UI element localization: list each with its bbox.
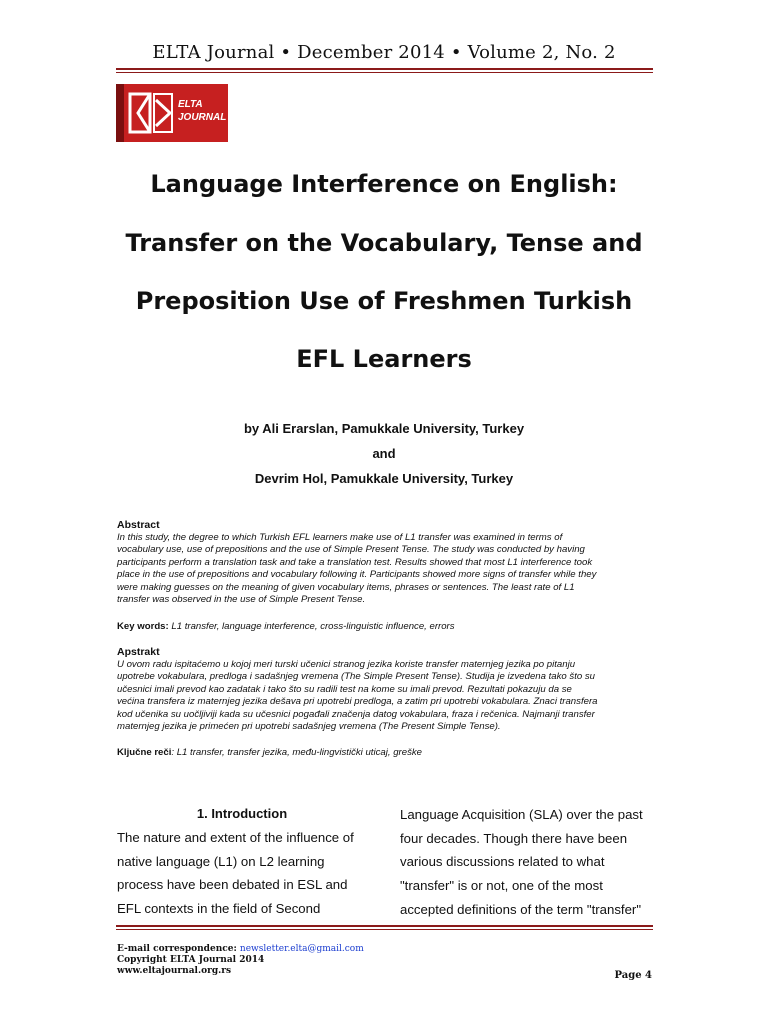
intro-right-line: accepted definitions of the term "transfer" (400, 901, 642, 917)
logo-stripe (116, 84, 124, 142)
logo-text-elta: ELTA (178, 99, 203, 110)
apstrakt-heading: Apstrakt (117, 646, 160, 658)
abstract-body (117, 532, 652, 606)
apstrakt-line: većina transfera iz maternjeg jezika dešava pri upotrebi predloga, a zatim pri upotrebi vokabulara. Znaci transfera (117, 696, 598, 708)
intro-left-line: EFL contexts in the field of Second (117, 901, 321, 917)
footer-rule-thick (116, 925, 653, 927)
logo-text (178, 98, 226, 124)
footer-email-link[interactable]: newsletter.elta@gmail.com (239, 944, 364, 954)
footer-rule-thin (116, 929, 653, 930)
apstrakt-line: upotrebe vokabulara, predloga i sadašnjeg vremena (The Simple Present Tense). Studija je izvedena tako što su (117, 671, 596, 683)
elta-journal-logo (116, 84, 228, 142)
intro-right-line: various discussions related to what (400, 854, 605, 870)
introduction-heading: 1. Introduction (196, 806, 288, 821)
abstract-line: participants perform a translation task and take a translation test. Results showed that most L1 interference took (117, 556, 593, 568)
footer-email-line (117, 944, 364, 955)
apstrakt-line: učesnici imali prevod kao zadatak i tako što su radili test na kome su imali prevod. Rezultati pokazuju da se (117, 683, 572, 695)
footer-website[interactable]: www.eltajournal.org.rs (117, 966, 232, 976)
footer-copyright: Copyright ELTA Journal 2014 (117, 955, 265, 965)
keywords-label: Key words: (117, 621, 169, 632)
abstract-line: In this study, the degree to which Turkish EFL learners make use of L1 transfer was examined in terms of (117, 532, 563, 543)
apstrakt-line: maternjeg jezika je primećen pri upotrebi sadašnjeg vremena (The Present Simple Tense). (117, 721, 501, 733)
abstract-line: were making guesses on the meaning of given vocabulary items, phrases or sentences. The least rate of L1 (117, 581, 575, 593)
header-rule-thick (116, 68, 653, 70)
author-and: and (372, 446, 396, 461)
intro-right-column (400, 803, 650, 922)
intro-left-line: native language (L1) on L2 learning (117, 853, 325, 869)
apstrakt-body (117, 659, 652, 733)
abstract-line: transfer was observed in the use of Simple Present Tense. (117, 594, 366, 606)
intro-right-line: four decades. Though there have been (400, 830, 628, 846)
title-line-3: Preposition Use of Freshmen Turkish (135, 287, 633, 315)
intro-left-line: The nature and extent of the influence of (117, 830, 354, 845)
page-number: Page 4 (614, 970, 652, 981)
abstract-keywords (117, 621, 652, 632)
author-line-2: Devrim Hol, Pamukkale University, Turkey (254, 471, 514, 486)
journal-header: ELTA Journal • December 2014 • Volume 2, No. 2 (152, 42, 616, 63)
title-line-4: EFL Learners (296, 345, 472, 373)
apstrakt-keywords (117, 747, 652, 758)
title-line-2: Transfer on the Vocabulary, Tense and (125, 229, 643, 257)
apstrakt-line: U ovom radu ispitaćemo u kojoj meri turski učenici stranog jezika koriste transfer maternjeg jezika po pitanju (117, 659, 576, 670)
title-line-1: Language Interference on English: (150, 170, 618, 198)
author-line-1: by Ali Erarslan, Pamukkale University, Turkey (243, 421, 525, 436)
footer-block (117, 944, 364, 977)
footer-email-label: E-mail correspondence: (117, 944, 240, 954)
intro-right-line: Language Acquisition (SLA) over the past (400, 807, 643, 822)
keywords-text: L1 transfer, language interference, cross-linguistic influence, errors (171, 621, 455, 632)
apstrakt-line: kod učenika su uočljiviji kada su učesnici pogađali značenja datog vokabulara, fraza i rečenica. Najmanji transfer (117, 708, 595, 720)
header-rule-thin (116, 72, 653, 73)
logo-text-journal: JOURNAL (178, 112, 227, 123)
intro-left-line: process have been debated in ESL and (117, 877, 348, 893)
abstract-line: place in the use of prepositions and vocabulary following it. Participants showed more signs of transfer while they (117, 569, 597, 581)
apstrakt-keywords-text: : L1 transfer, transfer jezika, među-lingvistički uticaj, greške (171, 747, 422, 758)
abstract-heading: Abstract (117, 519, 160, 531)
logo-mark-icon (126, 90, 176, 136)
abstract-line: vocabulary use, use of prepositions and the use of Simple Present Tense. The study was conducted by having (117, 544, 585, 556)
apstrakt-keywords-label: Ključne reči (117, 747, 172, 758)
intro-right-line: "transfer" is or not, one of the most (400, 878, 603, 894)
intro-left-column (117, 826, 367, 921)
